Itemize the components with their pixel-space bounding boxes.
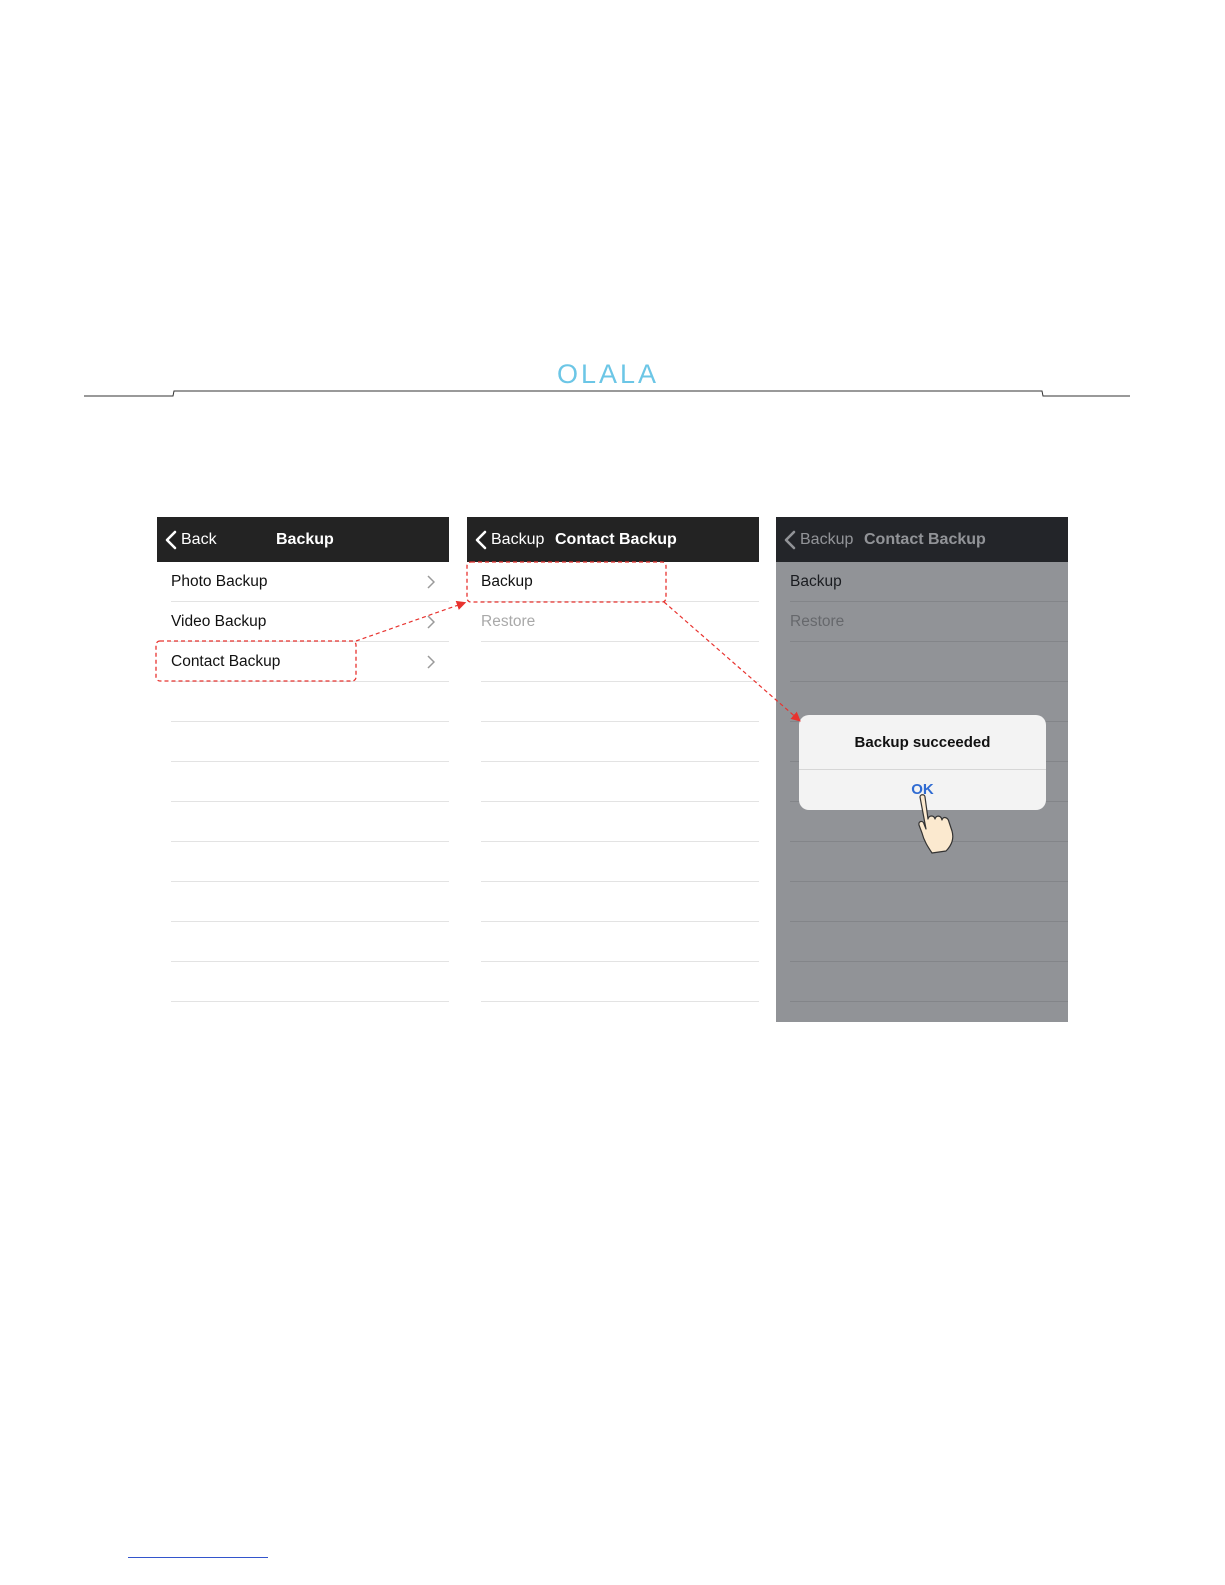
empty-row xyxy=(171,802,449,842)
empty-row xyxy=(481,802,759,842)
page-title: Contact Backup xyxy=(555,531,677,548)
screen-contact-backup xyxy=(467,517,759,1022)
screen-backup-result xyxy=(776,517,1068,1022)
empty-row xyxy=(481,722,759,762)
empty-row xyxy=(481,762,759,802)
footer-link-underline xyxy=(128,1557,268,1558)
empty-row xyxy=(481,682,759,722)
list-item-photo-backup[interactable] xyxy=(171,562,449,602)
list-item-label: Video Backup xyxy=(171,613,267,630)
list-item-label: Photo Backup xyxy=(171,573,268,590)
list-item-contact-backup[interactable] xyxy=(171,642,449,682)
ok-button[interactable]: OK xyxy=(911,781,934,798)
tap-hand-icon xyxy=(916,793,960,855)
list-item-video-backup[interactable] xyxy=(171,602,449,642)
back-label: Back xyxy=(181,530,217,548)
chevron-left-icon xyxy=(165,530,177,550)
back-label: Backup xyxy=(491,530,545,548)
list-item-label: Restore xyxy=(481,613,536,630)
list-item-label: Backup xyxy=(481,573,533,590)
chevron-right-icon xyxy=(427,655,435,669)
chevron-right-icon xyxy=(427,615,435,629)
empty-row xyxy=(171,682,449,722)
empty-row xyxy=(481,882,759,922)
chevron-left-icon xyxy=(475,530,487,550)
empty-row xyxy=(171,922,449,962)
dialog-message: Backup succeeded xyxy=(854,734,991,751)
empty-row xyxy=(481,922,759,962)
backup-options-list xyxy=(157,562,449,1002)
list-item-backup[interactable] xyxy=(481,562,759,602)
empty-row xyxy=(171,722,449,762)
back-button[interactable] xyxy=(475,517,544,562)
list-item-label: Contact Backup xyxy=(171,653,281,670)
page-title: Backup xyxy=(276,531,334,548)
chevron-right-icon xyxy=(427,575,435,589)
empty-row xyxy=(481,642,759,682)
contact-backup-list xyxy=(467,562,759,1002)
list-item-restore[interactable] xyxy=(481,602,759,642)
empty-row xyxy=(481,962,759,1002)
empty-row xyxy=(171,962,449,1002)
empty-row xyxy=(171,762,449,802)
back-button[interactable] xyxy=(165,517,217,562)
header-divider xyxy=(0,380,1225,400)
olala-logo: OLALA xyxy=(556,359,660,389)
nav-bar xyxy=(467,517,759,562)
empty-row xyxy=(171,882,449,922)
screen-backup xyxy=(157,517,449,1022)
empty-row xyxy=(481,842,759,882)
nav-bar xyxy=(157,517,449,562)
empty-row xyxy=(171,842,449,882)
